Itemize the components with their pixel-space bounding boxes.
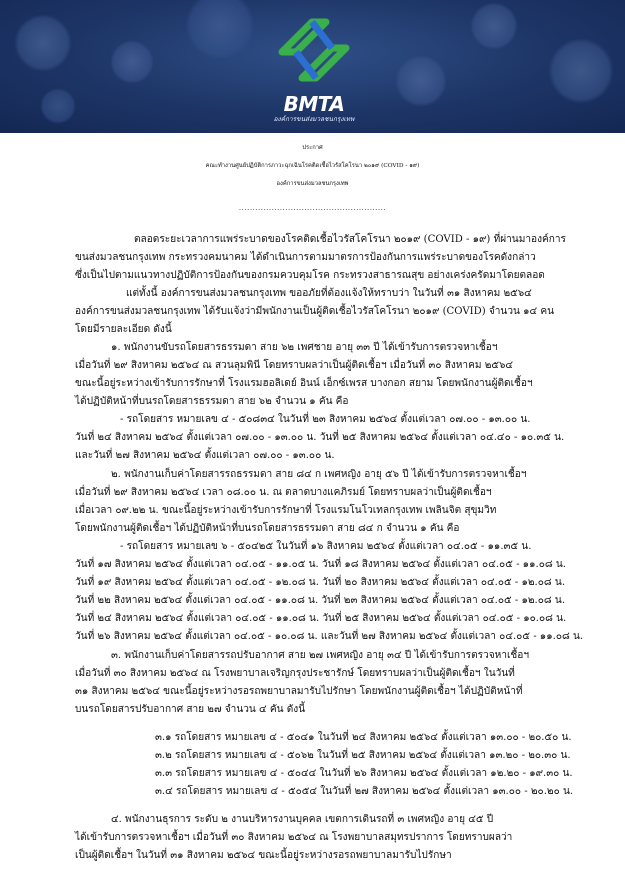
virus-decoration-icon [40, 88, 76, 124]
bmta-emblem-icon [272, 8, 356, 92]
body-line: ๑. พนักงานขับรถโดยสารธรรมดา สาย ๖๒ เพศชาย อายุ ๓๓ ปี ได้เข้ารับการตรวจหาเชื้อฯ [111, 342, 498, 353]
body-line: ๓๑ สิงหาคม ๒๕๖๔ ขณะนี้อยู่ระหว่างรอรถพยาบาลมารับไปรักษา โดยพนักงานผู้ติดเชื้อฯ ได้ปฏิบัติหน้าที่ [75, 686, 523, 697]
virus-decoration-icon [395, 55, 447, 107]
body-line: ได้ปฏิบัติหน้าที่บนรถโดยสารธรรมดา สาย ๖๒ จำนวน ๑ คัน คือ [75, 396, 349, 407]
body-line: ตลอดระยะเวลาการแพร่ระบาดของโรคติดเชื้อไวรัสโคโรนา ๒๐๑๙ (COVID - ๑๙) ที่ผ่านมาองค์การ [134, 234, 566, 245]
body-line: องค์การขนส่งมวลชนกรุงเทพ ได้รับแจ้งว่ามีพนักงานเป็นผู้ติดเชื้อไวรัสโคโรนา ๒๐๑๙ (COVID) จำนวน ๑๔ คน [75, 306, 555, 317]
body-line: ๓.๔ รถโดยสาร หมายเลข ๔ - ๕๐๕๔ ในวันที่ ๒๗ สิงหาคม ๒๕๖๔ ตั้งแต่เวลา ๑๓.๐๐ - ๒๐.๒๐ น. [155, 786, 574, 797]
virus-decoration-icon [548, 38, 614, 104]
body-line: ๓. พนักงานเก็บค่าโดยสารรถปรับอากาศ สาย ๒๗ เพศหญิง อายุ ๓๔ ปี ได้เข้ารับการตรวจหาเชื้อฯ [111, 650, 530, 661]
body-line: แต่ทั้งนี้ องค์การขนส่งมวลชนกรุงเทพ ขออภัยที่ต้องแจ้งให้ทราบว่า ในวันที่ ๓๑ สิงหาคม ๒๕๖๔ [126, 288, 532, 299]
body-line: เมื่อวันที่ ๒๙ สิงหาคม ๒๕๖๔ เวลา ๐๘.๐๐ น. ณ ตลาดบางแคภิรมย์ โดยทราบผลว่าเป็นผู้ติดเชื้อฯ [75, 487, 492, 498]
body-line: วันที่ ๑๙ สิงหาคม ๒๕๖๔ ตั้งแต่เวลา ๐๔.๐๕ - ๑๒.๐๘ น. วันที่ ๒๐ สิงหาคม ๒๕๖๔ ตั้งแต่เวลา ๐๔.๐๕ - ๑๒.๐๘ น. [75, 577, 566, 588]
virus-decoration-icon [110, 40, 154, 84]
body-line: โดยพนักงานผู้ติดเชื้อฯ ได้ปฏิบัติหน้าที่บนรถโดยสารธรรมดา สาย ๘๔ ก จำนวน ๑ คัน คือ [75, 523, 460, 534]
body-line: ซึ่งเป็นไปตามแนวทางปฏิบัติการป้องกันของกรมควบคุมโรค กระทรวงสาธารณสุข อย่างเคร่งครัดมาโดยตลอด [75, 270, 545, 281]
body-line: และวันที่ ๒๗ สิงหาคม ๒๕๖๔ ตั้งแต่เวลา ๐๗.๐๐ - ๑๓.๐๐ น. [75, 450, 335, 461]
body-line: ขนส่งมวลชนกรุงเทพ กระทรวงคมนาคม ได้ดำเนินการตามมาตรการป้องกันการแพร่ระบาดของโรคดังกล่าว [75, 252, 536, 263]
announcement-org: องค์การขนส่งมวลชนกรุงเทพ [276, 181, 349, 187]
body-line: วันที่ ๑๗ สิงหาคม ๒๕๖๔ ตั้งแต่เวลา ๐๔.๐๕ - ๑๑.๐๕ น. วันที่ ๑๘ สิงหาคม ๒๕๖๔ ตั้งแต่เวลา ๐๔.๐๕ - ๑๑.๐๘ น. [75, 559, 566, 570]
logo-subtext: องค์การขนส่งมวลชนกรุงเทพ [273, 115, 355, 123]
body-line: วันที่ ๒๖ สิงหาคม ๒๕๖๔ ตั้งแต่เวลา ๐๔.๐๕ - ๑๐.๐๘ น. และวันที่ ๒๗ สิงหาคม ๒๕๖๔ ตั้งแต่เวลา ๐๔.๐๕ - ๑๑.๐๘ น. [75, 631, 584, 642]
divider-dots: ...................................................... [238, 204, 387, 212]
virus-decoration-icon [185, 0, 255, 60]
body-line: วันที่ ๒๔ สิงหาคม ๒๕๖๔ ตั้งแต่เวลา ๐๗.๐๐ - ๑๓.๐๐ น. วันที่ ๒๕ สิงหาคม ๒๕๖๔ ตั้งแต่เวลา ๐๔.๔๐ - ๑๐.๓๕ น. [75, 432, 565, 443]
logo-text: BMTA [283, 92, 345, 116]
bmta-logo [272, 8, 356, 126]
body-line: ๒. พนักงานเก็บค่าโดยสารรถธรรมดา สาย ๘๔ ก เพศหญิง อายุ ๕๖ ปี ได้เข้ารับการตรวจหาเชื้อฯ [111, 469, 527, 480]
body-line: ๓.๓ รถโดยสาร หมายเลข ๔ - ๕๐๔๔ ในวันที่ ๒๖ สิงหาคม ๒๕๖๔ ตั้งแต่เวลา ๑๒.๒๐ - ๑๙.๓๐ น. [155, 768, 573, 779]
body-line: เมื่อวันที่ ๓๐ สิงหาคม ๒๕๖๔ ณ โรงพยาบาลเจริญกรุงประชารักษ์ โดยทราบผลว่าเป็นผู้ติดเชื้อฯ ในวันที่ [75, 668, 515, 679]
body-line: ๓.๑ รถโดยสาร หมายเลข ๔ - ๕๐๔๑ ในวันที่ ๒๔ สิงหาคม ๒๕๖๔ ตั้งแต่เวลา ๑๓.๐๐ - ๒๐.๕๐ น. [155, 732, 572, 743]
virus-decoration-icon [14, 14, 72, 72]
body-line: วันที่ ๒๒ สิงหาคม ๒๕๖๔ ตั้งแต่เวลา ๐๔.๐๕ - ๑๑.๐๘ น. วันที่ ๒๓ สิงหาคม ๒๕๖๔ ตั้งแต่เวลา ๐๔.๐๕ - ๑๒.๐๘ น. [75, 595, 566, 606]
header-banner [0, 0, 625, 133]
body-line: เป็นผู้ติดเชื้อฯ ในวันที่ ๓๑ สิงหาคม ๒๕๖๔ ขณะนี้อยู่ระหว่างรอรถพยาบาลมารับไปรักษา [75, 850, 452, 861]
body-line: เมื่อเวลา ๐๙.๒๒ น. ขณะนี้อยู่ระหว่างเข้ารับการรักษาที่ โรงแรมโนโวเทลกรุงเทพ เพลินจิต สุขุมวิท [75, 505, 497, 516]
virus-decoration-icon [470, 2, 518, 50]
body-line: - รถโดยสาร หมายเลข ๔ - ๕๐๘๓๔ ในวันที่ ๒๓ สิงหาคม ๒๕๖๔ ตั้งแต่เวลา ๐๗.๐๐ - ๑๓.๐๐ น. [120, 414, 531, 425]
body-line: ๔. พนักงานธุรการ ระดับ ๒ งานบริหารงานบุคคล เขตการเดินรถที่ ๓ เพศหญิง อายุ ๔๕ ปี [111, 814, 494, 825]
body-line: บนรถโดยสารปรับอากาศ สาย ๒๗ จำนวน ๔ คัน ดังนี้ [75, 704, 306, 715]
body-line: วันที่ ๒๔ สิงหาคม ๒๕๖๔ ตั้งแต่เวลา ๐๔.๐๕ - ๑๑.๐๘ น. วันที่ ๒๕ สิงหาคม ๒๕๖๔ ตั้งแต่เวลา ๐๔.๐๕ - ๑๐.๐๘ น. [75, 613, 567, 624]
body-line: ๓.๒ รถโดยสาร หมายเลข ๔ - ๕๐๖๒ ในวันที่ ๒๕ สิงหาคม ๒๕๖๔ ตั้งแต่เวลา ๑๓.๒๐ - ๒๐.๓๐ น. [155, 750, 571, 761]
body-line: - รถโดยสาร หมายเลข ๖ - ๕๐๔๒๕ ในวันที่ ๑๖ สิงหาคม ๒๕๖๔ ตั้งแต่เวลา ๐๔.๐๕ - ๑๑.๓๕ น. [120, 541, 532, 552]
announcement-document [0, 133, 625, 883]
body-line: ได้เข้ารับการตรวจหาเชื้อฯ เมื่อวันที่ ๓๐ สิงหาคม ๒๕๖๔ ณ โรงพยาบาลสมุทรปราการ โดยทราบผลว่า [75, 832, 513, 843]
body-line: ขณะนี้อยู่ระหว่างเข้ารับการรักษาที่ โรงแรมฮอลิเดย์ อินน์ เอ็กซ์เพรส บางกอก สยาม โดยพนักงานผู้ติดเชื้อฯ [75, 378, 533, 389]
announcement-label: ประกาศ [302, 145, 323, 151]
announcement-title: คณะทำงานศูนย์ปฏิบัติการภาวะฉุกเฉินโรคติดเชื้อไวรัสโคโรนา ๒๐๑๙ (COVID - ๑๙) [205, 163, 420, 169]
body-line: เมื่อวันที่ ๒๙ สิงหาคม ๒๕๖๔ ณ สวนลุมพินี โดยทราบผลว่าเป็นผู้ติดเชื้อฯ เมื่อวันที่ ๓๐ สิงหาคม ๒๕๖๔ [75, 360, 514, 371]
body-line: โดยมีรายละเอียด ดังนี้ [75, 324, 172, 335]
